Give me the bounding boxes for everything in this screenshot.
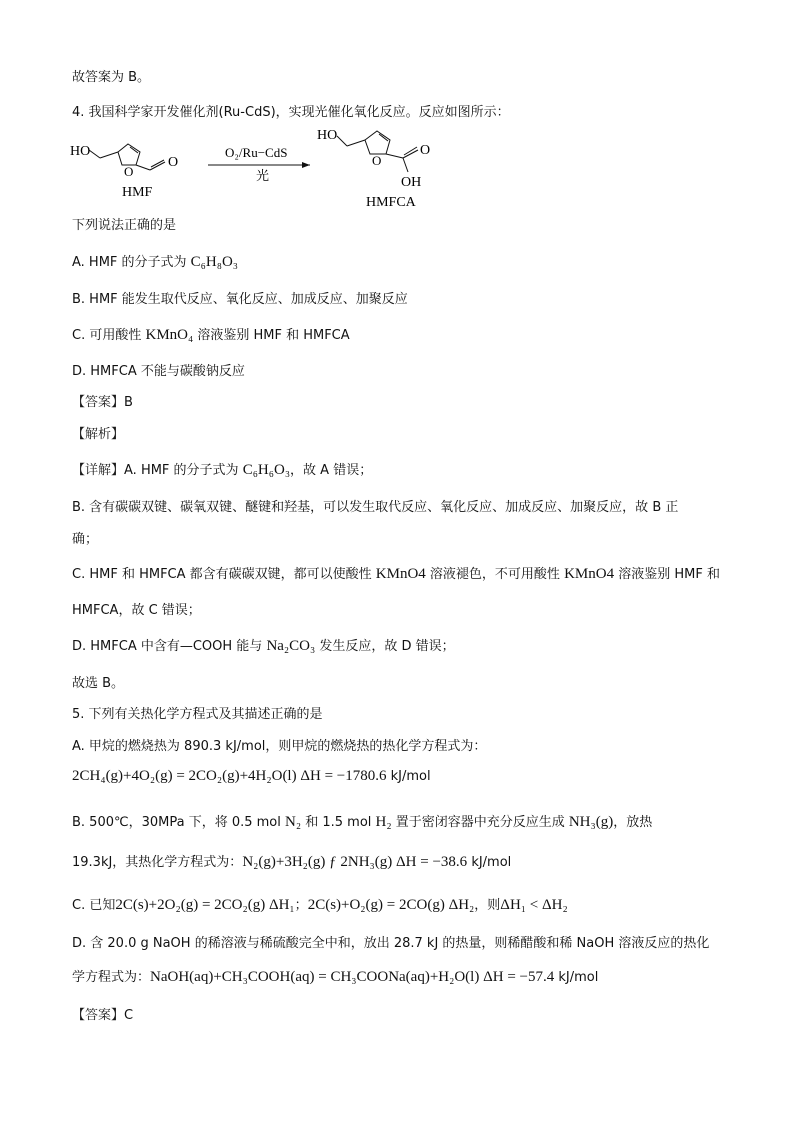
option-4c — [72, 324, 350, 344]
equation: 2C(s)+O₂(g) = 2CO(g) ΔH₂ — [307, 897, 475, 913]
detail-d — [72, 635, 455, 655]
text: C. 可用酸性 — [72, 328, 146, 343]
text: 发生反应，故 D 错误； — [315, 639, 455, 654]
detail-b-2 — [72, 528, 98, 547]
option-4d — [72, 360, 245, 379]
detail-c-1 — [72, 563, 720, 583]
text: C. 已知 — [72, 898, 116, 913]
text: ，故 A 错误； — [290, 463, 373, 478]
text: HMFCA，故 C 错误； — [72, 603, 201, 618]
formula: NH₃(g) — [568, 814, 614, 830]
unit: kJ/mol — [390, 769, 431, 784]
option-4a — [72, 251, 238, 271]
conditions-top: O₂/Ru−CdS — [225, 145, 288, 160]
detail-a — [72, 459, 372, 479]
conditions-bottom: 光 — [256, 168, 270, 183]
detail-conclusion — [72, 672, 124, 691]
text: 19.3kJ，其热化学方程式为： — [72, 855, 243, 870]
text: 5. 下列有关热化学方程式及其描述正确的是 — [72, 707, 323, 722]
text: 置于密闭容器中充分反应生成 — [391, 815, 569, 830]
ring-o-left: O — [124, 164, 134, 179]
option-5b-1 — [72, 811, 652, 831]
formula-kmno4: KMnO₄ — [145, 327, 194, 343]
text: 确； — [72, 532, 99, 547]
formula-kmno4: KMnO4 — [375, 566, 426, 582]
answer-value: B — [124, 395, 133, 410]
text: C. HMF 和 HMFCA 都含有碳碳双键，都可以使酸性 — [72, 567, 376, 582]
equation: 2C(s)+2O₂(g) = 2CO₂(g) ΔH₁ — [115, 897, 295, 913]
text: ； — [294, 898, 308, 913]
question-4-stem — [72, 101, 510, 120]
unit: kJ/mol — [471, 855, 512, 870]
text: B. 含有碳碳双键、碳氧双键、醚键和羟基，可以发生取代反应、氧化反应、加成反应、加聚反应，故 B 正 — [72, 500, 679, 515]
question-4-ask — [72, 214, 176, 233]
detail-b-1 — [72, 496, 678, 515]
text: ，放热 — [613, 815, 653, 830]
text: A. HMF 的分子式为 — [124, 463, 243, 478]
formula: H₂ — [375, 814, 392, 830]
text: 溶液褪色，不可用酸性 — [425, 567, 565, 582]
equation: NaOH(aq)+CH₃COOH(aq) = CH₃COONa(aq)+H₂O(l) ΔH = −57.4 — [150, 969, 555, 985]
detail-c-2 — [72, 599, 201, 618]
text: A. HMF 的分子式为 — [72, 255, 191, 270]
text: A. 甲烷的燃烧热为 890.3 kJ/mol，则甲烷的燃烧热的热化学方程式为： — [72, 739, 487, 754]
text: 溶液鉴别 HMF 和 HMFCA — [193, 328, 350, 343]
text: B. HMF 能发生取代反应、氧化反应、加成反应、加聚反应 — [72, 292, 408, 307]
formula-c6h6o3: C₆H₆O₃ — [242, 462, 291, 478]
option-5d-2 — [72, 966, 598, 986]
answer-tag: 【答案】 — [72, 395, 125, 410]
answer-value: C — [124, 1008, 134, 1023]
comparison: ΔH₁ < ΔH₂ — [500, 897, 568, 913]
unit: kJ/mol — [558, 970, 599, 985]
option-5a-equation — [72, 768, 431, 785]
analysis-tag — [72, 423, 124, 442]
answer-5 — [72, 1004, 133, 1023]
formula-kmno4: KMnO4 — [564, 566, 615, 582]
question-5-stem — [72, 703, 323, 722]
hmfca-label: HMFCA — [366, 195, 416, 210]
formula-c6h8o3: C₆H₈O₃ — [190, 254, 239, 270]
text: 故答案为 B。 — [72, 70, 151, 85]
carbonyl-o: O — [168, 155, 179, 170]
text: D. HMFCA 不能与碳酸钠反应 — [72, 364, 245, 379]
option-5d-1 — [72, 932, 709, 951]
text: ，则 — [474, 898, 501, 913]
ring-o-right: O — [372, 153, 382, 168]
detail-tag: 【详解】 — [72, 463, 125, 478]
acid-oh: OH — [401, 175, 422, 190]
answer-4 — [72, 391, 133, 410]
option-5a — [72, 735, 486, 754]
text: 学方程式为： — [72, 970, 151, 985]
text: 下列说法正确的是 — [72, 218, 177, 233]
text: 4. 我国科学家开发催化剂(Ru-CdS)，实现光催化氧化反应。反应如图所示： — [72, 105, 510, 120]
text: B. 500℃，30MPa 下，将 0.5 mol — [72, 815, 286, 830]
ho-label-left: HO — [70, 144, 91, 159]
text: 和 1.5 mol — [301, 815, 376, 830]
option-4b — [72, 288, 408, 307]
text: 溶液鉴别 HMF 和 — [614, 567, 720, 582]
equation: 2CH₄(g)+4O₂(g) = 2CO₂(g)+4H₂O(l) ΔH = −1780.6 — [72, 768, 387, 784]
option-5b-2 — [72, 851, 511, 871]
equation: N₂(g)+3H₂(g) ƒ 2NH₃(g) ΔH = −38.6 — [242, 854, 468, 870]
formula-na2co3: Na₂CO₃ — [266, 638, 316, 654]
ho-label-right: HO — [317, 128, 338, 143]
reaction-scheme — [70, 124, 470, 214]
answer-tag: 【答案】 — [72, 1008, 125, 1023]
acid-o: O — [420, 143, 431, 158]
hmf-label: HMF — [122, 185, 153, 200]
option-5c — [72, 894, 568, 914]
text: 故选 B。 — [72, 676, 125, 691]
formula: N₂ — [285, 814, 302, 830]
text: 【解析】 — [72, 427, 125, 442]
text: D. HMFCA 中含有—COOH 能与 — [72, 639, 267, 654]
text: D. 含 20.0 g NaOH 的稀溶液与稀硫酸完全中和，放出 28.7 kJ 的热量，则稀醋酸和稀 NaOH 溶液反应的热化 — [72, 936, 710, 951]
prev-answer-line — [72, 66, 150, 85]
